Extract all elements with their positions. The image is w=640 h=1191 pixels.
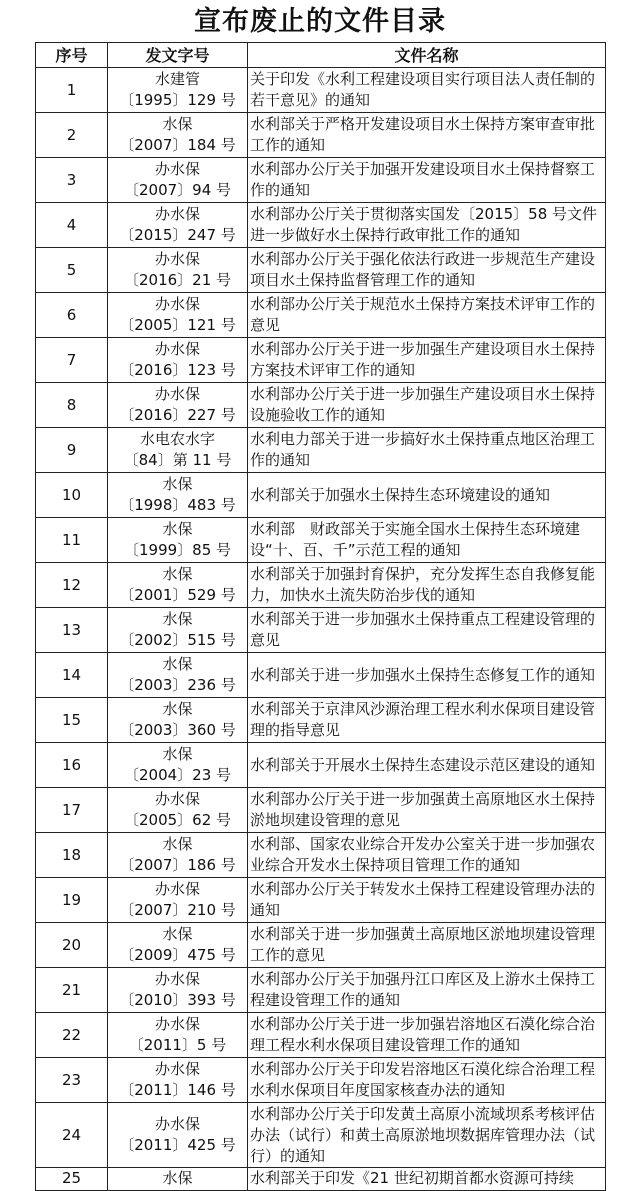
document-code (108, 518, 248, 563)
code-number: 〔1999〕85 号 (123, 541, 232, 559)
code-prefix: 水保 (162, 115, 193, 133)
code-prefix: 办水保 (154, 385, 200, 403)
row-number: 25 (36, 1168, 108, 1191)
code-prefix: 水保 (162, 745, 193, 763)
document-name: 水利部关于印发《21 世纪初期首都水资源可持续 (248, 1168, 606, 1191)
code-prefix: 办水保 (154, 1115, 200, 1133)
row-number: 11 (36, 518, 108, 563)
code-prefix: 水电农水字 (139, 430, 215, 448)
document-code (108, 608, 248, 653)
document-name: 水利部办公厅关于强化依法行政进一步规范生产建设项目水土保持监督管理工作的通知 (248, 248, 606, 293)
code-number: 〔2004〕23 号 (123, 766, 232, 784)
document-code (108, 833, 248, 878)
document-name: 水利部办公厅关于转发水土保持工程建设管理办法的通知 (248, 878, 606, 923)
table-row (36, 788, 606, 833)
document-name: 水利部关于严格开发建设项目水土保持方案审查审批工作的通知 (248, 113, 606, 158)
code-number: 〔2009〕475 号 (119, 946, 236, 964)
table-row (36, 1058, 606, 1103)
document-code (108, 698, 248, 743)
table-row (36, 743, 606, 788)
document-code (108, 1103, 248, 1168)
document-code (108, 1058, 248, 1103)
row-number: 8 (36, 383, 108, 428)
table-row (36, 653, 606, 698)
document-name: 水利部办公厅关于印发岩溶地区石漠化综合治理工程水利水保项目年度国家核查办法的通知 (248, 1058, 606, 1103)
document-code (108, 473, 248, 518)
table-row (36, 878, 606, 923)
document-name: 水利部关于进一步加强水土保持重点工程建设管理的意见 (248, 608, 606, 653)
document-code (108, 113, 248, 158)
document-code (108, 383, 248, 428)
code-number: 〔2005〕121 号 (119, 316, 236, 334)
table-row (36, 608, 606, 653)
document-code (108, 68, 248, 113)
code-prefix: 水建管 (154, 70, 200, 88)
document-code (108, 653, 248, 698)
code-prefix: 水保 (162, 565, 193, 583)
row-number: 1 (36, 68, 108, 113)
code-prefix: 水保 (162, 475, 193, 493)
code-number: 〔2011〕425 号 (119, 1136, 236, 1154)
code-prefix: 办水保 (154, 880, 200, 898)
code-number: 〔2002〕515 号 (119, 631, 236, 649)
document-code (108, 1013, 248, 1058)
code-prefix: 办水保 (154, 295, 200, 313)
table-row (36, 1013, 606, 1058)
table-row (36, 383, 606, 428)
row-number: 4 (36, 203, 108, 248)
code-prefix: 办水保 (154, 970, 200, 988)
document-name: 水利部关于开展水土保持生态建设示范区建设的通知 (248, 743, 606, 788)
code-number: 〔2015〕247 号 (119, 226, 236, 244)
document-code (108, 338, 248, 383)
header-code: 发文字号 (108, 43, 248, 68)
code-prefix: 办水保 (154, 790, 200, 808)
code-prefix: 水保 (162, 835, 193, 853)
row-number: 24 (36, 1103, 108, 1168)
table-row (36, 518, 606, 563)
document-name: 水利部关于京津风沙源治理工程水利水保项目建设管理的指导意见 (248, 698, 606, 743)
table-row (36, 428, 606, 473)
document-name: 水利部关于加强水土保持生态环境建设的通知 (248, 473, 606, 518)
row-number: 3 (36, 158, 108, 203)
document-name: 水利部关于进一步加强水土保持生态修复工作的通知 (248, 653, 606, 698)
row-number: 21 (36, 968, 108, 1013)
row-number: 7 (36, 338, 108, 383)
table-body (36, 68, 606, 1191)
document-name: 水利部办公厅关于加强开发建设项目水土保持督察工作的通知 (248, 158, 606, 203)
document-name: 水利部关于加强封育保护，充分发挥生态自我修复能力，加快水土流失防治步伐的通知 (248, 563, 606, 608)
document-name: 水利部关于进一步加强黄土高原地区淤地坝建设管理工作的意见 (248, 923, 606, 968)
code-prefix: 办水保 (154, 340, 200, 358)
document-name: 水利部办公厅关于进一步加强生产建设项目水土保持设施验收工作的通知 (248, 383, 606, 428)
row-number: 14 (36, 653, 108, 698)
code-prefix: 水保 (162, 520, 193, 538)
code-prefix: 办水保 (154, 1015, 200, 1033)
row-number: 2 (36, 113, 108, 158)
document-code (108, 293, 248, 338)
document-code (108, 563, 248, 608)
document-name: 水利部办公厅关于进一步加强黄土高原地区水土保持淤地坝建设管理的意见 (248, 788, 606, 833)
code-prefix: 水保 (162, 700, 193, 718)
document-name: 水利部、国家农业综合开发办公室关于进一步加强农业综合开发水土保持项目管理工作的通知 (248, 833, 606, 878)
table-row (36, 1103, 606, 1168)
abolished-documents-table (35, 42, 606, 1191)
code-number: 〔2016〕227 号 (119, 406, 236, 424)
code-prefix: 办水保 (154, 205, 200, 223)
header-num: 序号 (36, 43, 108, 68)
table-row (36, 563, 606, 608)
document-name: 水利部办公厅关于加强丹江口库区及上游水土保持工程建设管理工作的通知 (248, 968, 606, 1013)
header-name: 文件名称 (248, 43, 606, 68)
table-row (36, 923, 606, 968)
row-number: 19 (36, 878, 108, 923)
row-number: 9 (36, 428, 108, 473)
document-code: 水保 (108, 1168, 248, 1191)
table-header-row (36, 43, 606, 68)
document-name: 水利部 财政部关于实施全国水土保持生态环境建设“十、百、千”示范工程的通知 (248, 518, 606, 563)
document-code (108, 923, 248, 968)
code-number: 〔2007〕94 号 (123, 181, 232, 199)
table-row (36, 113, 606, 158)
document-name: 关于印发《水利工程建设项目实行项目法人责任制的若干意见》的通知 (248, 68, 606, 113)
table-row (36, 833, 606, 878)
code-number: 〔2007〕210 号 (119, 901, 236, 919)
code-number: 〔1995〕129 号 (119, 91, 236, 109)
code-number: 〔2001〕529 号 (119, 586, 236, 604)
document-code (108, 248, 248, 293)
code-number: 〔2003〕360 号 (119, 721, 236, 739)
code-number: 〔2016〕21 号 (123, 271, 232, 289)
row-number: 18 (36, 833, 108, 878)
document-code (108, 158, 248, 203)
code-prefix: 水保 (162, 925, 193, 943)
code-number: 〔2005〕62 号 (123, 811, 232, 829)
code-prefix: 办水保 (154, 250, 200, 268)
code-number: 〔2011〕146 号 (119, 1081, 236, 1099)
document-name: 水利部办公厅关于贯彻落实国发〔2015〕58 号文件进一步做好水土保持行政审批工作的通知 (248, 203, 606, 248)
row-number: 10 (36, 473, 108, 518)
row-number: 15 (36, 698, 108, 743)
page-title: 宣布废止的文件目录 (194, 6, 446, 37)
table-row (36, 158, 606, 203)
row-number: 6 (36, 293, 108, 338)
row-number: 22 (36, 1013, 108, 1058)
code-prefix: 办水保 (154, 160, 200, 178)
table-row (36, 293, 606, 338)
document-code (108, 788, 248, 833)
row-number: 13 (36, 608, 108, 653)
table-row (36, 338, 606, 383)
code-number: 〔2016〕123 号 (119, 361, 236, 379)
code-number: 〔2010〕393 号 (119, 991, 236, 1009)
table-row-partial (36, 1168, 606, 1191)
row-number: 16 (36, 743, 108, 788)
table-row (36, 968, 606, 1013)
document-name: 水利部办公厅关于印发黄土高原小流域坝系考核评估办法（试行）和黄土高原淤地坝数据库管理办法（试行）的通知 (248, 1103, 606, 1168)
document-name: 水利部办公厅关于进一步加强岩溶地区石漠化综合治理工程水利水保项目建设管理工作的通知 (248, 1013, 606, 1058)
document-name: 水利部办公厅关于规范水土保持方案技术评审工作的意见 (248, 293, 606, 338)
row-number: 20 (36, 923, 108, 968)
table-row (36, 473, 606, 518)
code-number: 〔1998〕483 号 (119, 496, 236, 514)
code-number: 〔2003〕236 号 (119, 676, 236, 694)
document-name: 水利部办公厅关于进一步加强生产建设项目水土保持方案技术评审工作的通知 (248, 338, 606, 383)
row-number: 17 (36, 788, 108, 833)
code-number: 〔84〕第 11 号 (123, 451, 232, 469)
document-code (108, 428, 248, 473)
document-code (108, 743, 248, 788)
code-number: 〔2007〕186 号 (119, 856, 236, 874)
code-number: 〔2007〕184 号 (119, 136, 236, 154)
code-prefix: 水保 (162, 610, 193, 628)
row-number: 12 (36, 563, 108, 608)
row-number: 5 (36, 248, 108, 293)
table-row (36, 698, 606, 743)
code-prefix: 办水保 (154, 1060, 200, 1078)
code-prefix: 水保 (162, 655, 193, 673)
table-row (36, 203, 606, 248)
table-row (36, 68, 606, 113)
document-code (108, 203, 248, 248)
document-code (108, 878, 248, 923)
row-number: 23 (36, 1058, 108, 1103)
code-number: 〔2011〕5 号 (128, 1036, 227, 1054)
table-row (36, 248, 606, 293)
document-name: 水利电力部关于进一步搞好水土保持重点地区治理工作的通知 (248, 428, 606, 473)
document-code (108, 968, 248, 1013)
